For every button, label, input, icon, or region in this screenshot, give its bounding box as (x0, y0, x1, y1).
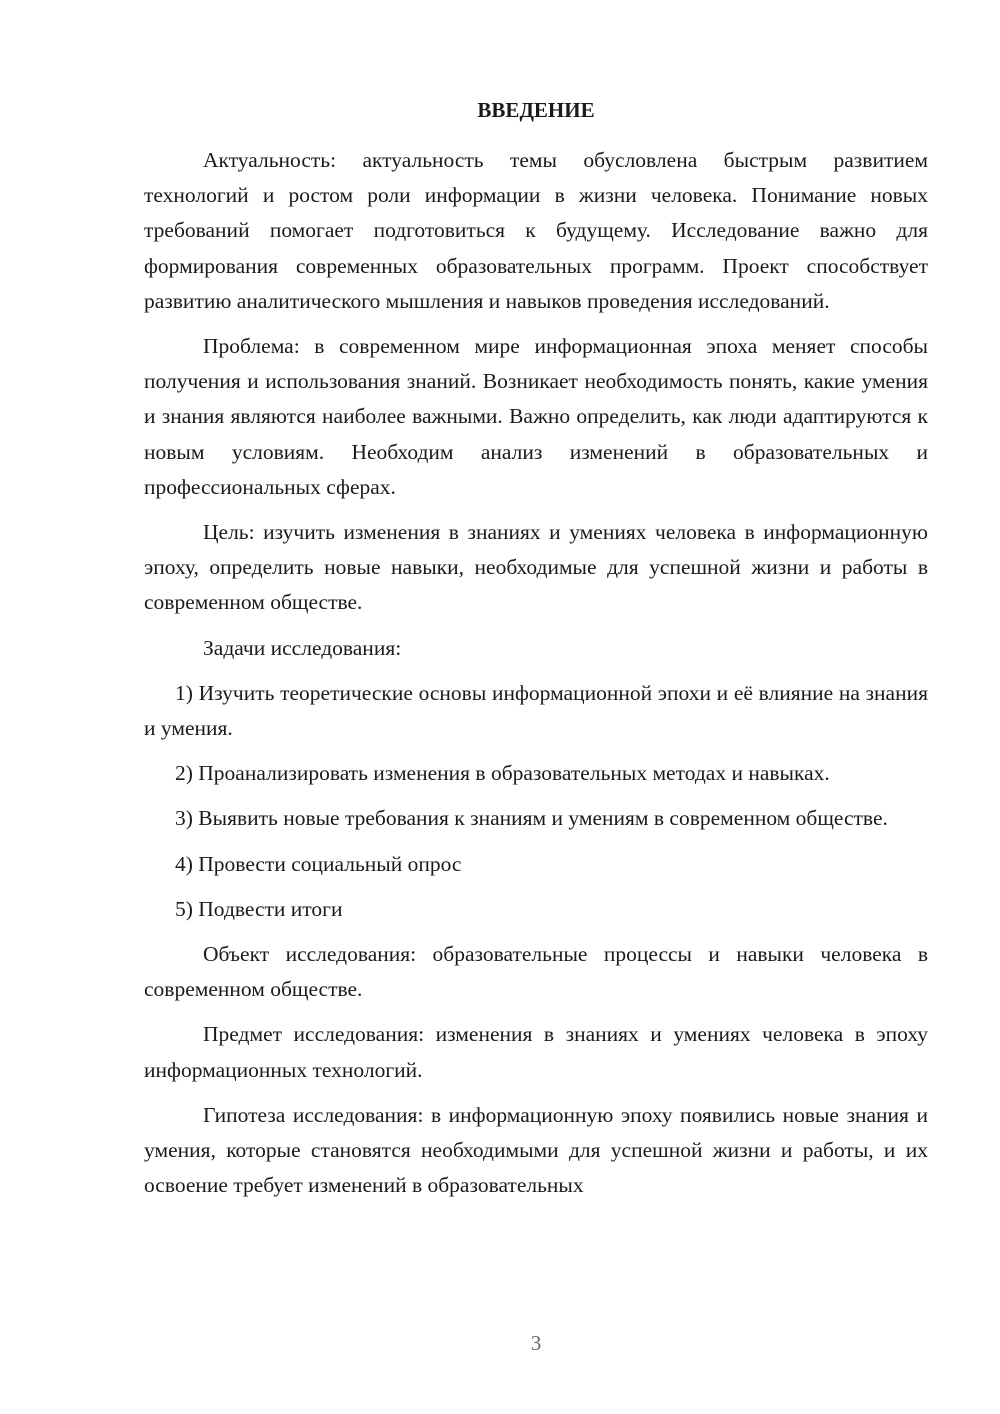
subject-paragraph: Предмет исследования: изменения в знаниях и умениях человека в эпоху информационных технологий. (144, 1022, 928, 1082)
task-item-1: 1) Изучить теоретические основы информационной эпохи и её влияние на знания и умения. (144, 680, 928, 741)
task-item-5: 5) Подвести итоги (175, 896, 343, 921)
object-paragraph: Объект исследования: образовательные процессы и навыки человека в современном обществе. (144, 942, 928, 1002)
problem-paragraph: Проблема: в современном мире информационная эпоха меняет способы получения и использования знаний. Возникает необходимость понять, какие умения и знания являются наиболее важными. Важно определить, как люди адаптируются к новым условиям. Необходим анализ изменений в образовательных и профессиональных сферах. (144, 334, 928, 499)
page-number: 3 (530, 1331, 542, 1355)
relevance-paragraph: Актуальность: актуальность темы обусловлена быстрым развитием технологий и ростом роли информации в жизни человека. Понимание новых требований помогает подготовиться к будущему. Исследование важно для формирования современных образовательных программ. Проект способствует развитию аналитического мышления и навыков проведения исследований. (144, 148, 928, 313)
task-item-3: 3) Выявить новые требования к знаниям и умениям в современном обществе. (175, 806, 888, 831)
task-item-4: 4) Провести социальный опрос (175, 851, 462, 876)
page-content (144, 94, 928, 1203)
task-item-2: 2) Проанализировать изменения в образовательных методах и навыках. (175, 761, 830, 786)
tasks-heading: Задачи исследования: (203, 635, 402, 660)
goal-paragraph: Цель: изучить изменения в знаниях и умениях человека в информационную эпоху, определить новые навыки, необходимые для успешной жизни и работы в современном обществе. (144, 520, 928, 615)
section-title: ВВЕДЕНИЕ (477, 98, 595, 122)
hypothesis-paragraph: Гипотеза исследования: в информационную эпоху появились новые знания и умения, которые становятся необходимыми для успешной жизни и работы, и их освоение требует изменений в образовательных (144, 1102, 928, 1198)
